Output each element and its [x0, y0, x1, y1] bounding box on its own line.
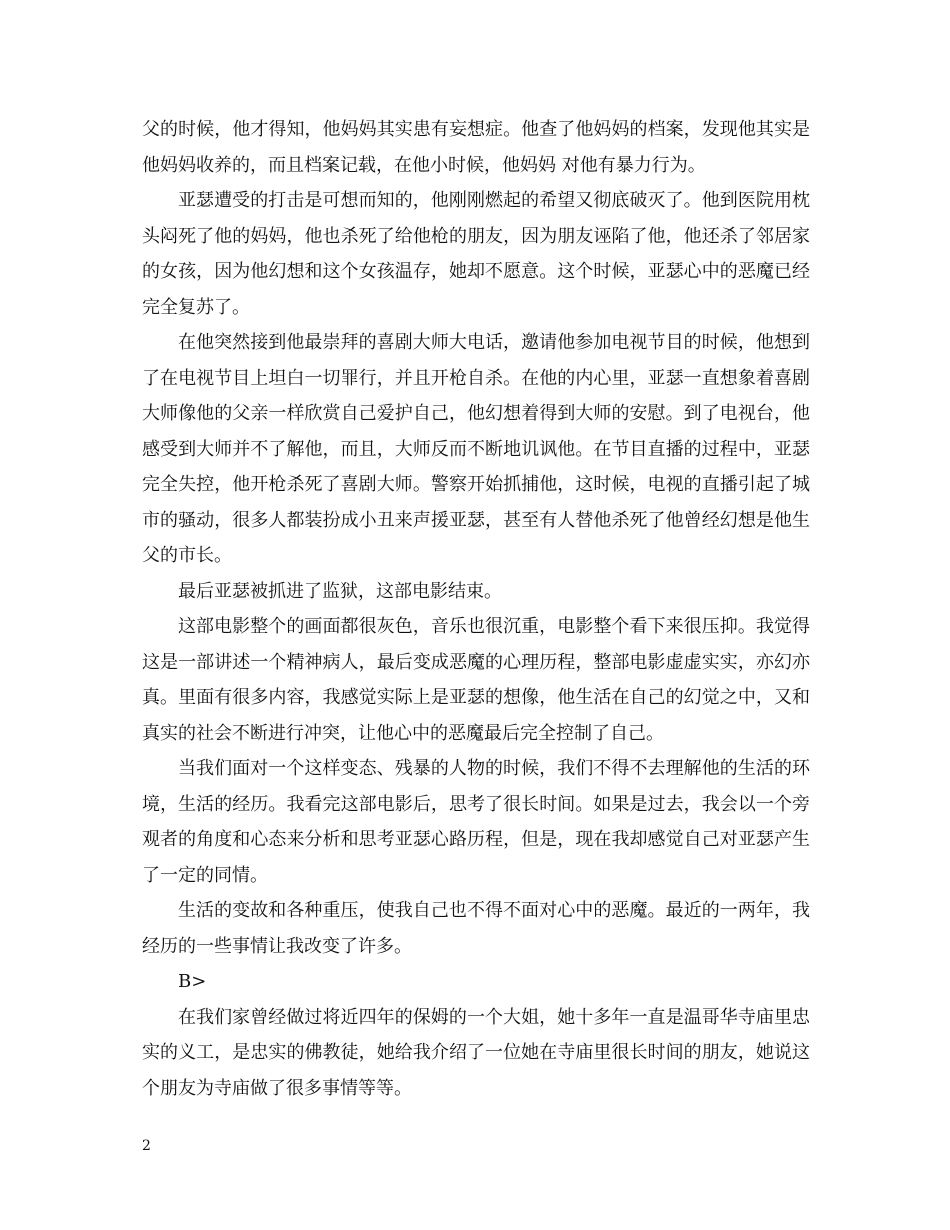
page-number: 2	[142, 1138, 151, 1154]
paragraph-1: 父的时候，他才得知，他妈妈其实患有妄想症。他查了他妈妈的档案，发现他其实是他妈妈收养的，而且档案记载，在他小时候，他妈妈 对他有暴力行为。	[142, 119, 810, 176]
paragraph-5: 这部电影整个的画面都很灰色，音乐也很沉重，电影整个看下来很压抑。我觉得这是一部讲述一个精神病人，最后变成恶魔的心理历程，整部电影虚虚实实，亦幻亦真。里面有很多内容，我感觉实际上是亚瑟的想像，他生活在自己的幻觉之中，又和真实的社会不断进行冲突，让他心中的恶魔最后完全控制了自己。	[142, 616, 810, 744]
paragraph-4: 最后亚瑟被抓进了监狱，这部电影结束。	[178, 580, 502, 602]
section-marker: B>	[178, 971, 207, 992]
paragraph-7: 生活的变故和各种重压，使我自己也不得不面对心中的恶魔。最近的一两年，我经历的一些事情让我改变了许多。	[142, 900, 810, 957]
paragraph-2: 亚瑟遭受的打击是可想而知的，他刚刚燃起的希望又彻底破灭了。他到医院用枕头闷死了他的妈妈，他也杀死了给他枪的朋友，因为朋友诬陷了他，他还杀了邻居家的女孩，因为他幻想和这个女孩温存，她却不愿意。这个时候，亚瑟心中的恶魔已经完全复苏了。	[142, 190, 810, 318]
paragraph-3: 在他突然接到他最崇拜的喜剧大师大电话，邀请他参加电视节目的时候，他想到了在电视节目上坦白一切罪行，并且开枪自杀。在他的内心里，亚瑟一直想象着喜剧大师像他的父亲一样欣赏自己爱护自己，他幻想着得到大师的安慰。到了电视台，他感受到大师并不了解他，而且，大师反而不断地讥讽他。在节目直播的过程中，亚瑟完全失控，他开枪杀死了喜剧大师。警察开始抓捕他，这时候，电视的直播引起了城市的骚动，很多人都装扮成小丑来声援亚瑟，甚至有人替他杀死了他曾经幻想是他生父的市长。	[142, 332, 810, 566]
paragraph-6: 当我们面对一个这样变态、残暴的人物的时候，我们不得不去理解他的生活的环境，生活的经历。我看完这部电影后，思考了很长时间。如果是过去，我会以一个旁观者的角度和心态来分析和思考亚瑟心路历程，但是，现在我却感觉自己对亚瑟产生了一定的同情。	[142, 758, 810, 886]
paragraph-8: 在我们家曾经做过将近四年的保姆的一个大姐，她十多年一直是温哥华寺庙里忠实的义工，是忠实的佛教徒，她给我介绍了一位她在寺庙里很长时间的朋友，她说这个朋友为寺庙做了很多事情等等。	[142, 1006, 810, 1099]
body-text	[142, 112, 810, 1106]
